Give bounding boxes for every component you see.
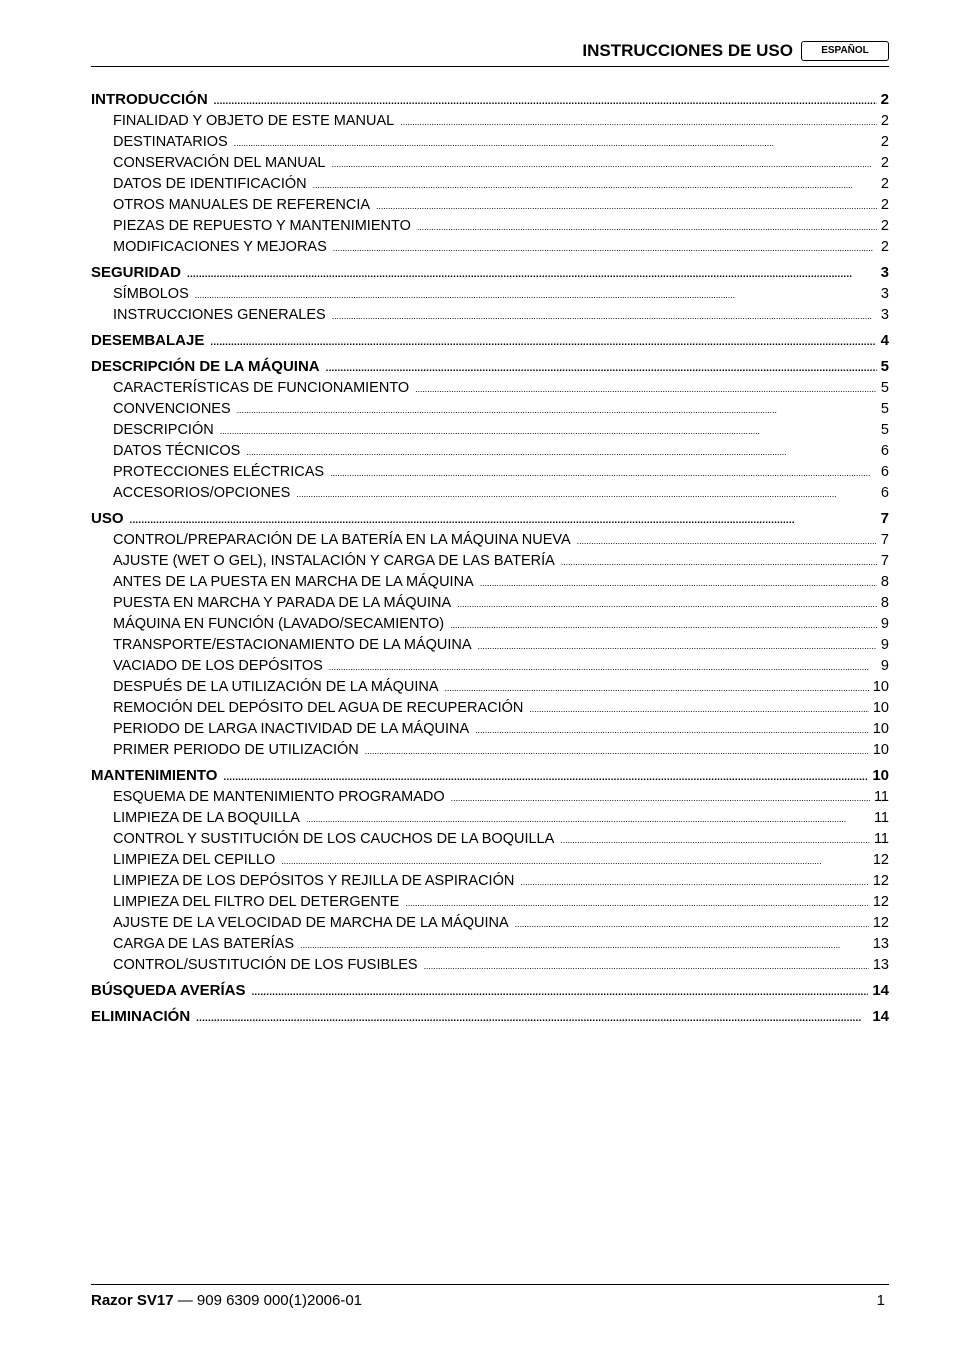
toc-entry-label: SÍMBOLOS <box>113 286 189 302</box>
toc-dot-leader <box>475 721 869 737</box>
toc-dot-leader <box>130 510 877 527</box>
toc-entry[interactable] <box>91 889 889 910</box>
toc-dot-leader <box>333 239 877 255</box>
toc-entry-page: 8 <box>880 574 889 590</box>
toc-entry[interactable] <box>91 632 889 653</box>
toc-entry-page: 7 <box>880 532 889 548</box>
toc-entry[interactable] <box>91 805 889 826</box>
toc-entry-label: LIMPIEZA DE LOS DEPÓSITOS Y REJILLA DE ASPIRACIÓN <box>113 873 515 889</box>
toc-entry[interactable] <box>91 826 889 847</box>
toc-entry-page: 10 <box>872 700 889 716</box>
page-header <box>91 40 889 67</box>
toc-entry-label: MANTENIMIENTO <box>91 767 218 784</box>
table-of-contents <box>91 85 889 1025</box>
toc-entry[interactable] <box>91 910 889 931</box>
toc-entry-page: 7 <box>880 510 889 527</box>
toc-entry-label: ACCESORIOS/OPCIONES <box>113 485 291 501</box>
toc-dot-leader <box>234 134 877 150</box>
toc-entry-page: 7 <box>880 553 889 569</box>
toc-entry-label: AJUSTE DE LA VELOCIDAD DE MARCHA DE LA MÁQUINA <box>113 915 509 931</box>
toc-entry-page: 2 <box>880 239 889 255</box>
toc-entry-label: ELIMINACIÓN <box>91 1008 191 1025</box>
toc-entry-page: 5 <box>880 358 889 375</box>
toc-entry-label: CARGA DE LAS BATERÍAS <box>113 936 295 952</box>
toc-entry-page: 6 <box>880 485 889 501</box>
toc-entry-page: 2 <box>880 134 889 150</box>
toc-dot-leader <box>577 532 877 548</box>
toc-entry-label: DESTINATARIOS <box>113 134 228 150</box>
toc-entry-label: CONTROL Y SUSTITUCIÓN DE LOS CAUCHOS DE LA BOQUILLA <box>113 831 555 847</box>
toc-entry-page: 6 <box>880 443 889 459</box>
toc-dot-leader <box>296 485 877 501</box>
toc-dot-leader <box>332 307 877 323</box>
toc-dot-leader <box>478 637 877 653</box>
toc-dot-leader <box>210 332 876 349</box>
toc-dot-leader <box>376 197 877 213</box>
toc-dot-leader <box>214 91 877 108</box>
toc-entry-label: MODIFICACIONES Y MEJORAS <box>113 239 327 255</box>
footer-doc-ref: — 909 6309 000(1)2006-01 <box>173 1292 363 1309</box>
toc-entry-label: USO <box>91 510 124 527</box>
toc-entry[interactable] <box>91 931 889 952</box>
toc-entry-page: 10 <box>872 742 889 758</box>
toc-entry-label: DESCRIPCIÓN <box>113 422 214 438</box>
toc-entry[interactable] <box>91 952 889 973</box>
toc-section[interactable] <box>91 761 889 784</box>
toc-entry-page: 2 <box>880 218 889 234</box>
toc-entry-page: 11 <box>873 810 889 826</box>
toc-entry-label: OTROS MANUALES DE REFERENCIA <box>113 197 371 213</box>
header-title: INSTRUCCIONES DE USO <box>582 41 793 60</box>
toc-entry-page: 3 <box>880 307 889 323</box>
toc-entry-page: 12 <box>872 852 889 868</box>
toc-entry-label: DESPUÉS DE LA UTILIZACIÓN DE LA MÁQUINA <box>113 679 439 695</box>
toc-entry-label: LIMPIEZA DEL CEPILLO <box>113 852 276 868</box>
toc-entry[interactable] <box>91 784 889 805</box>
toc-entry-page: 5 <box>880 422 889 438</box>
toc-dot-leader <box>451 789 870 805</box>
page-footer <box>91 1284 889 1309</box>
toc-entry[interactable] <box>91 674 889 695</box>
toc-entry-page: 2 <box>880 176 889 192</box>
toc-entry[interactable] <box>91 150 889 171</box>
toc-entry-page: 2 <box>880 197 889 213</box>
toc-entry-page: 5 <box>880 401 889 417</box>
toc-dot-leader <box>331 155 876 171</box>
toc-entry-label: TRANSPORTE/ESTACIONAMIENTO DE LA MÁQUINA <box>113 637 472 653</box>
toc-entry-page: 5 <box>880 380 889 396</box>
toc-entry-page: 11 <box>873 789 889 805</box>
toc-dot-leader <box>560 831 870 847</box>
toc-entry[interactable] <box>91 569 889 590</box>
toc-dot-leader <box>223 767 868 784</box>
toc-dot-leader <box>405 894 869 910</box>
toc-entry-label: ANTES DE LA PUESTA EN MARCHA DE LA MÁQUINA <box>113 574 474 590</box>
toc-entry-page: 4 <box>880 332 889 349</box>
footer-document-info <box>91 1292 362 1309</box>
toc-entry-page: 10 <box>872 721 889 737</box>
toc-entry-page: 2 <box>880 155 889 171</box>
toc-entry-page: 13 <box>872 957 889 973</box>
toc-entry-page: 10 <box>872 767 889 784</box>
toc-entry-label: CARACTERÍSTICAS DE FUNCIONAMIENTO <box>113 380 410 396</box>
toc-entry-label: AJUSTE (WET O GEL), INSTALACIÓN Y CARGA DE LAS BATERÍA <box>113 553 555 569</box>
toc-dot-leader <box>237 401 877 417</box>
toc-entry-page: 2 <box>880 113 889 129</box>
toc-section[interactable] <box>91 85 889 108</box>
toc-entry-label: ESQUEMA DE MANTENIMIENTO PROGRAMADO <box>113 789 445 805</box>
toc-dot-leader <box>400 113 877 129</box>
toc-entry-page: 12 <box>872 915 889 931</box>
toc-dot-leader <box>365 742 869 758</box>
toc-entry-label: PROTECCIONES ELÉCTRICAS <box>113 464 325 480</box>
toc-dot-leader <box>417 218 877 234</box>
toc-entry-page: 14 <box>872 1008 889 1025</box>
toc-entry-page: 2 <box>880 91 889 108</box>
toc-dot-leader <box>196 1008 868 1025</box>
toc-section[interactable] <box>91 258 889 281</box>
toc-entry[interactable] <box>91 129 889 150</box>
toc-entry[interactable] <box>91 171 889 192</box>
toc-entry-label: BÚSQUEDA AVERÍAS <box>91 982 246 999</box>
toc-dot-leader <box>326 358 877 375</box>
toc-entry-page: 3 <box>880 286 889 302</box>
toc-entry[interactable] <box>91 695 889 716</box>
toc-entry-label: DESEMBALAJE <box>91 332 205 349</box>
toc-entry[interactable] <box>91 302 889 323</box>
toc-entry-page: 8 <box>880 595 889 611</box>
toc-dot-leader <box>450 616 877 632</box>
toc-dot-leader <box>246 443 877 459</box>
toc-entry-label: DATOS TÉCNICOS <box>113 443 241 459</box>
toc-section[interactable] <box>91 504 889 527</box>
toc-entry-label: PUESTA EN MARCHA Y PARADA DE LA MÁQUINA <box>113 595 452 611</box>
toc-entry-label: CONVENCIONES <box>113 401 231 417</box>
toc-entry[interactable] <box>91 548 889 569</box>
toc-entry[interactable] <box>91 396 889 417</box>
toc-dot-leader <box>520 873 869 889</box>
toc-entry-page: 14 <box>872 982 889 999</box>
toc-entry[interactable] <box>91 417 889 438</box>
toc-entry-page: 13 <box>872 936 889 952</box>
language-badge: ESPAÑOL <box>801 41 889 61</box>
toc-entry[interactable] <box>91 375 889 396</box>
footer-model: Razor SV17 <box>91 1292 174 1309</box>
toc-entry-page: 9 <box>880 637 889 653</box>
toc-dot-leader <box>415 380 877 396</box>
toc-dot-leader <box>187 264 877 281</box>
toc-dot-leader <box>330 464 877 480</box>
toc-entry-label: SEGURIDAD <box>91 264 182 281</box>
toc-section[interactable] <box>91 352 889 375</box>
toc-entry-page: 10 <box>872 679 889 695</box>
toc-entry-page: 9 <box>880 658 889 674</box>
toc-dot-leader <box>220 422 877 438</box>
toc-dot-leader <box>313 176 877 192</box>
toc-dot-leader <box>457 595 877 611</box>
toc-dot-leader <box>480 574 877 590</box>
toc-dot-leader <box>329 658 877 674</box>
toc-entry-label: INTRODUCCIÓN <box>91 91 208 108</box>
toc-entry[interactable] <box>91 459 889 480</box>
toc-entry-page: 6 <box>880 464 889 480</box>
toc-entry-page: 12 <box>872 894 889 910</box>
toc-entry[interactable] <box>91 213 889 234</box>
toc-entry[interactable] <box>91 108 889 129</box>
toc-dot-leader <box>561 553 877 569</box>
toc-entry-label: LIMPIEZA DE LA BOQUILLA <box>113 810 300 826</box>
toc-entry[interactable] <box>91 480 889 501</box>
toc-entry[interactable] <box>91 868 889 889</box>
toc-entry[interactable] <box>91 192 889 213</box>
toc-entry-page: 12 <box>872 873 889 889</box>
toc-dot-leader <box>300 936 869 952</box>
toc-entry-label: PRIMER PERIODO DE UTILIZACIÓN <box>113 742 359 758</box>
toc-entry[interactable] <box>91 527 889 548</box>
toc-entry-page: 9 <box>880 616 889 632</box>
toc-dot-leader <box>515 915 869 931</box>
toc-entry-label: FINALIDAD Y OBJETO DE ESTE MANUAL <box>113 113 395 129</box>
toc-entry-label: PERIODO DE LARGA INACTIVIDAD DE LA MÁQUINA <box>113 721 470 737</box>
toc-dot-leader <box>306 810 870 826</box>
toc-dot-leader <box>251 982 868 999</box>
toc-dot-leader <box>529 700 868 716</box>
toc-entry-label: VACIADO DE LOS DEPÓSITOS <box>113 658 323 674</box>
toc-entry-label: DATOS DE IDENTIFICACIÓN <box>113 176 307 192</box>
toc-entry[interactable] <box>91 716 889 737</box>
toc-entry-label: PIEZAS DE REPUESTO Y MANTENIMIENTO <box>113 218 411 234</box>
toc-entry-label: MÁQUINA EN FUNCIÓN (LAVADO/SECAMIENTO) <box>113 616 445 632</box>
toc-entry-label: INSTRUCCIONES GENERALES <box>113 307 326 323</box>
toc-entry-label: REMOCIÓN DEL DEPÓSITO DEL AGUA DE RECUPERACIÓN <box>113 700 524 716</box>
toc-dot-leader <box>281 852 869 868</box>
toc-entry[interactable] <box>91 590 889 611</box>
toc-dot-leader <box>445 679 869 695</box>
toc-entry[interactable] <box>91 438 889 459</box>
footer-page-number: 1 <box>876 1292 885 1309</box>
toc-section[interactable] <box>91 326 889 349</box>
toc-entry-label: LIMPIEZA DEL FILTRO DEL DETERGENTE <box>113 894 400 910</box>
toc-section[interactable] <box>91 1002 889 1025</box>
toc-entry-page: 11 <box>873 831 889 847</box>
toc-entry[interactable] <box>91 847 889 868</box>
toc-entry[interactable] <box>91 611 889 632</box>
toc-entry-label: DESCRIPCIÓN DE LA MÁQUINA <box>91 358 320 375</box>
toc-entry[interactable] <box>91 737 889 758</box>
toc-section[interactable] <box>91 976 889 999</box>
toc-entry[interactable] <box>91 234 889 255</box>
toc-entry-label: CONTROL/PREPARACIÓN DE LA BATERÍA EN LA MÁQUINA NUEVA <box>113 532 571 548</box>
toc-entry-page: 3 <box>880 264 889 281</box>
toc-dot-leader <box>195 286 877 302</box>
toc-entry-label: CONSERVACIÓN DEL MANUAL <box>113 155 326 171</box>
toc-dot-leader <box>424 957 869 973</box>
toc-entry-label: CONTROL/SUSTITUCIÓN DE LOS FUSIBLES <box>113 957 418 973</box>
toc-entry[interactable] <box>91 653 889 674</box>
toc-entry[interactable] <box>91 281 889 302</box>
